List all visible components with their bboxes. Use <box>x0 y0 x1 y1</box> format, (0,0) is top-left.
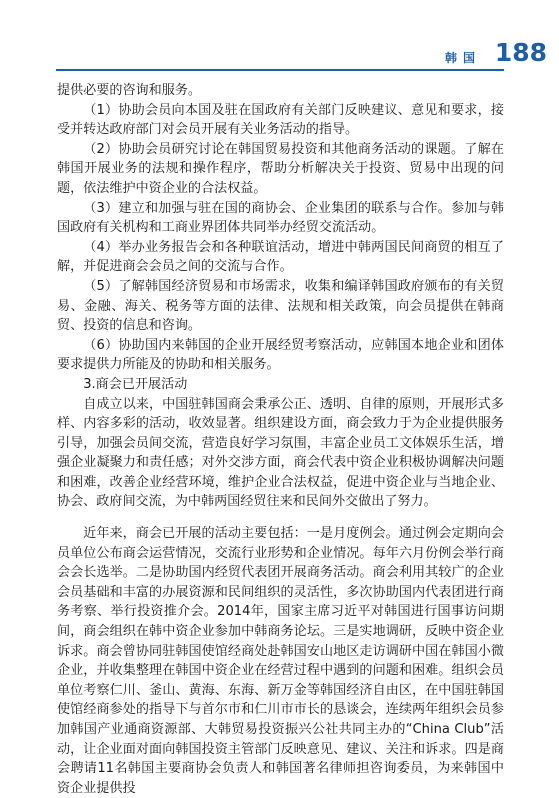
paragraph: 近年来，商会已开展的活动主要包括：一是月度例会。通过例会定期向会员单位公布商会运营情况，交流行业形势和企业情况。每年六月份例会举行商会会长选举。二是协助国内经贸代表团开展商务活动。商会利用其较广的企业会员基础和丰富的办展资源和民间组织的灵活性，多次协助国内代表团进行商务考察、举行投资推介会。2014年，国家主席习近平对韩国进行国事访问期间，商会组织在韩中资企业参加中韩商务论坛。三是实地调研，反映中资企业诉求。商会曾协同驻韩国使馆经商处赴韩国安山地区走访调研中国在韩国小微企业，并收集整理在韩国中资企业在经营过程中遇到的问题和困难。组织会员单位考察仁川、釜山、黄海、东海、新万金等韩国经济自由区，在中国驻韩国使馆经商参处的指导下与首尔市和仁川市市长的恳谈会，连续两年组织会员参加韩国产业通商资源部、大韩贸易投资振兴公社共同主办的“China Club”活动，让企业面对面向韩国投资主管部门反映意见、建议、关注和诉求。四是商会聘请11名韩国主要商协会负责人和韩国著名律师担咨询委员，为来韩国中资企业提供投 <box>57 526 504 796</box>
list-item: （4）举办业务报告会和各种联谊活动，增进中韩两国民间商贸的相互了解，并促进商会会员之间的交流与合作。 <box>57 239 504 275</box>
body-text <box>57 81 504 798</box>
section-heading: 3.商会已开展活动 <box>83 376 188 392</box>
paragraph: 自成立以来，中国驻韩国商会秉承公正、透明、自律的原则，开展形式多样、内容多彩的活动，收效显著。组织建设方面，商会致力于为企业提供服务引导，加强会员间交流，营造良好学习氛围，丰富企业员工文体娱乐生活，增强企业凝聚力和责任感；对外交涉方面，商会代表中资企业积极协调解决问题和困难，改善企业经营环境，维护企业合法权益，促进中资企业与当地企业、协会、政府间交流，为中韩两国经贸往来和民间外交做出了努力。 <box>57 396 504 510</box>
running-head-country: 韩国 <box>444 51 481 65</box>
paragraph: 提供必要的咨询和服务。 <box>57 83 202 98</box>
list-item: （3）建立和加强与驻在国的商协会、企业集团的联系与合作。参加与韩国政府有关机构和工商业界团体共同举办经贸交流活动。 <box>57 200 504 236</box>
header-rule <box>56 69 504 71</box>
list-item: （6）协助国内来韩国的企业开展经贸考察活动，应韩国本地企业和团体要求提供力所能及的协助和相关服务。 <box>57 337 504 373</box>
paragraph-gap <box>57 512 504 524</box>
page-number: 188 <box>494 38 547 67</box>
list-item: （1）协助会员向本国及驻在国政府有关部门反映建议、意见和要求，接受并转达政府部门对会员开展有关业务活动的指导。 <box>57 102 504 138</box>
list-item: （2）协助会员研究讨论在韩国贸易投资和其他商务活动的课题。了解在韩国开展业务的法规和操作程序，帮助分析解决关于投资、贸易中出现的问题，依法维护中资企业的合法权益。 <box>57 141 504 196</box>
list-item: （5）了解韩国经济贸易和市场需求，收集和编译韩国政府颁布的有关贸易、金融、海关、税务等方面的法律、法规和相关政策，向会员提供在韩商贸、投资的信息和咨询。 <box>57 278 504 334</box>
page-header <box>0 0 559 90</box>
